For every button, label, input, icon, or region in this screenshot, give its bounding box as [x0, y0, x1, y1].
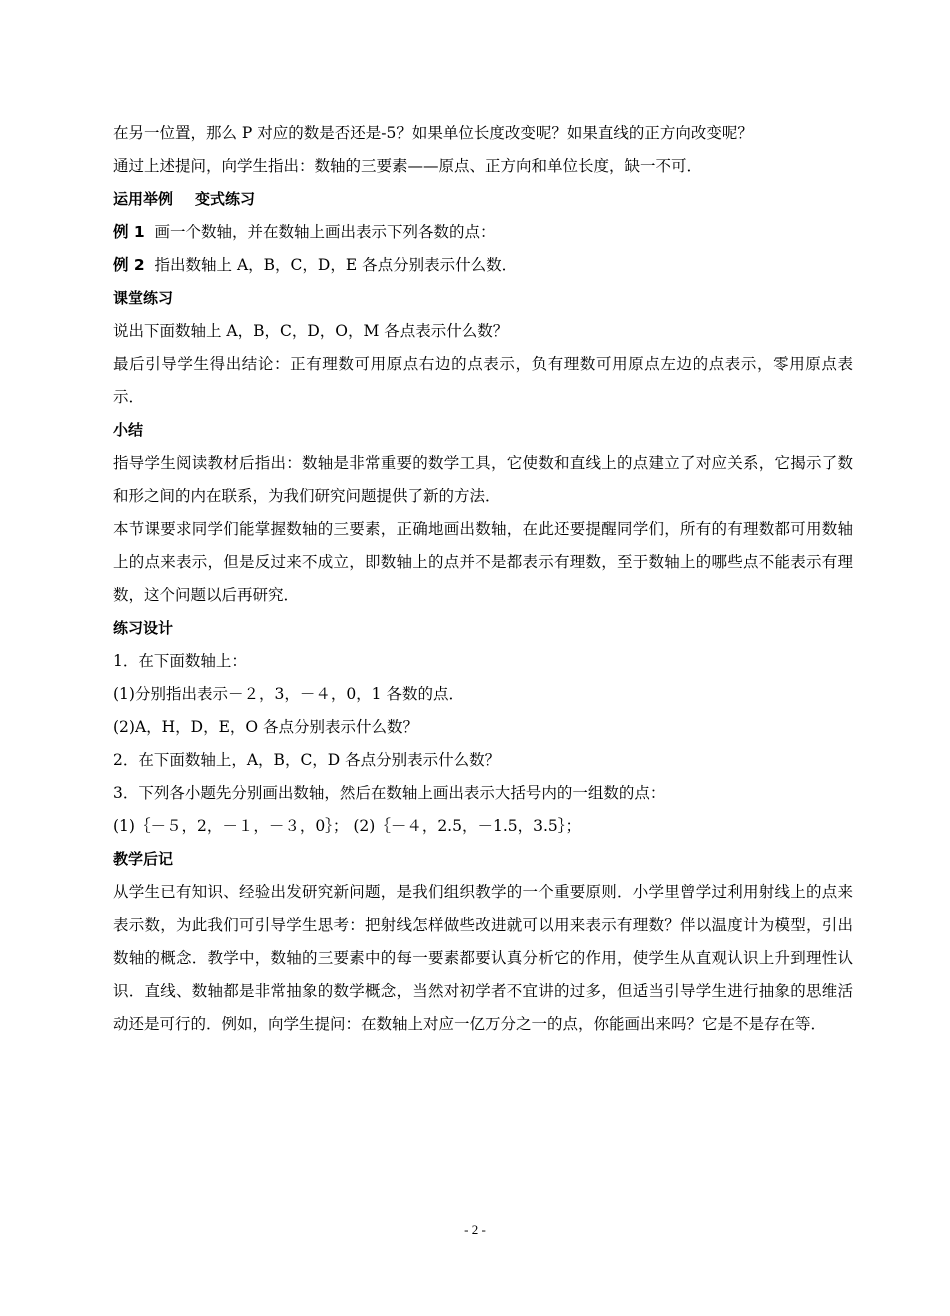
section-heading: [113, 183, 853, 216]
heading-part: 运用举例: [113, 190, 174, 208]
section-heading: 教学后记: [113, 850, 174, 868]
section-heading: 课堂练习: [113, 289, 174, 307]
page-content: [113, 117, 853, 1041]
example-1: [113, 216, 853, 249]
paragraph: 指导学生阅读教材后指出：数轴是非常重要的数学工具，它使数和直线上的点建立了对应关系，它揭示了数和形之间的内在联系，为我们研究问题提供了新的方法．: [113, 454, 853, 505]
example-label: 例 2: [113, 256, 145, 274]
text-line: 通过上述提问，向学生指出：数轴的三要素——原点、正方向和单位长度，缺一不可．: [113, 157, 703, 175]
paragraph: 从学生已有知识、经验出发研究新问题，是我们组织教学的一个重要原则．小学里曾学过利用射线上的点来表示数，为此我们可引导学生思考：把射线怎样做些改进就可以用来表示有理数？伴以温度计为模型，引出数轴的概念．教学中，数轴的三要素中的每一要素都要认真分析它的作用，使学生从直观认识上升到理性认识．直线、数轴都是非常抽象的数学概念，当然对初学者不宜讲的过多，但适当引导学生进行抽象的思维活动还是可行的．例如，向学生提问：在数轴上对应一亿万分之一的点，你能画出来吗？它是不是存在等．: [113, 883, 853, 1033]
example-text: 指出数轴上 A，B，C，D，E 各点分别表示什么数．: [154, 256, 518, 274]
exercise-item: (1)｛－５，2，－１，－３，0｝； (2)｛－４，2.5，－1.5，3.5｝；: [113, 817, 582, 835]
exercise-item: 1．在下面数轴上：: [113, 652, 247, 670]
example-2: [113, 249, 853, 282]
section-heading: 小结: [113, 421, 144, 439]
heading-part: 变式练习: [195, 190, 256, 208]
paragraph: 本节课要求同学们能掌握数轴的三要素，正确地画出数轴，在此还要提醒同学们，所有的有理数都可用数轴上的点来表示，但是反过来不成立，即数轴上的点并不是都表示有理数，至于数轴上的哪些点不能表示有理数，这个问题以后再研究．: [113, 520, 853, 604]
exercise-item: (2)A，H，D，E，O 各点分别表示什么数？: [113, 718, 419, 736]
paragraph: 最后引导学生得出结论：正有理数可用原点右边的点表示，负有理数可用原点左边的点表示，零用原点表示．: [113, 355, 853, 406]
text-line: 说出下面数轴上 A，B，C，D，O，M 各点表示什么数？: [113, 322, 509, 340]
page-number: - 2 -: [464, 1222, 486, 1237]
example-text: 画一个数轴，并在数轴上画出表示下列各数的点：: [154, 223, 496, 241]
exercise-item: 2．在下面数轴上，A，B，C，D 各点分别表示什么数？: [113, 751, 501, 769]
exercise-item: 3．下列各小题先分别画出数轴，然后在数轴上画出表示大括号内的一组数的点：: [113, 784, 666, 802]
text-line: 在另一位置，那么 P 对应的数是否还是-5？如果单位长度改变呢？如果直线的正方向改变呢？: [113, 124, 753, 142]
section-heading: 练习设计: [113, 619, 174, 637]
example-label: 例 1: [113, 223, 145, 241]
exercise-item: (1)分别指出表示－２，3，－４，0，1 各数的点．: [113, 685, 464, 703]
